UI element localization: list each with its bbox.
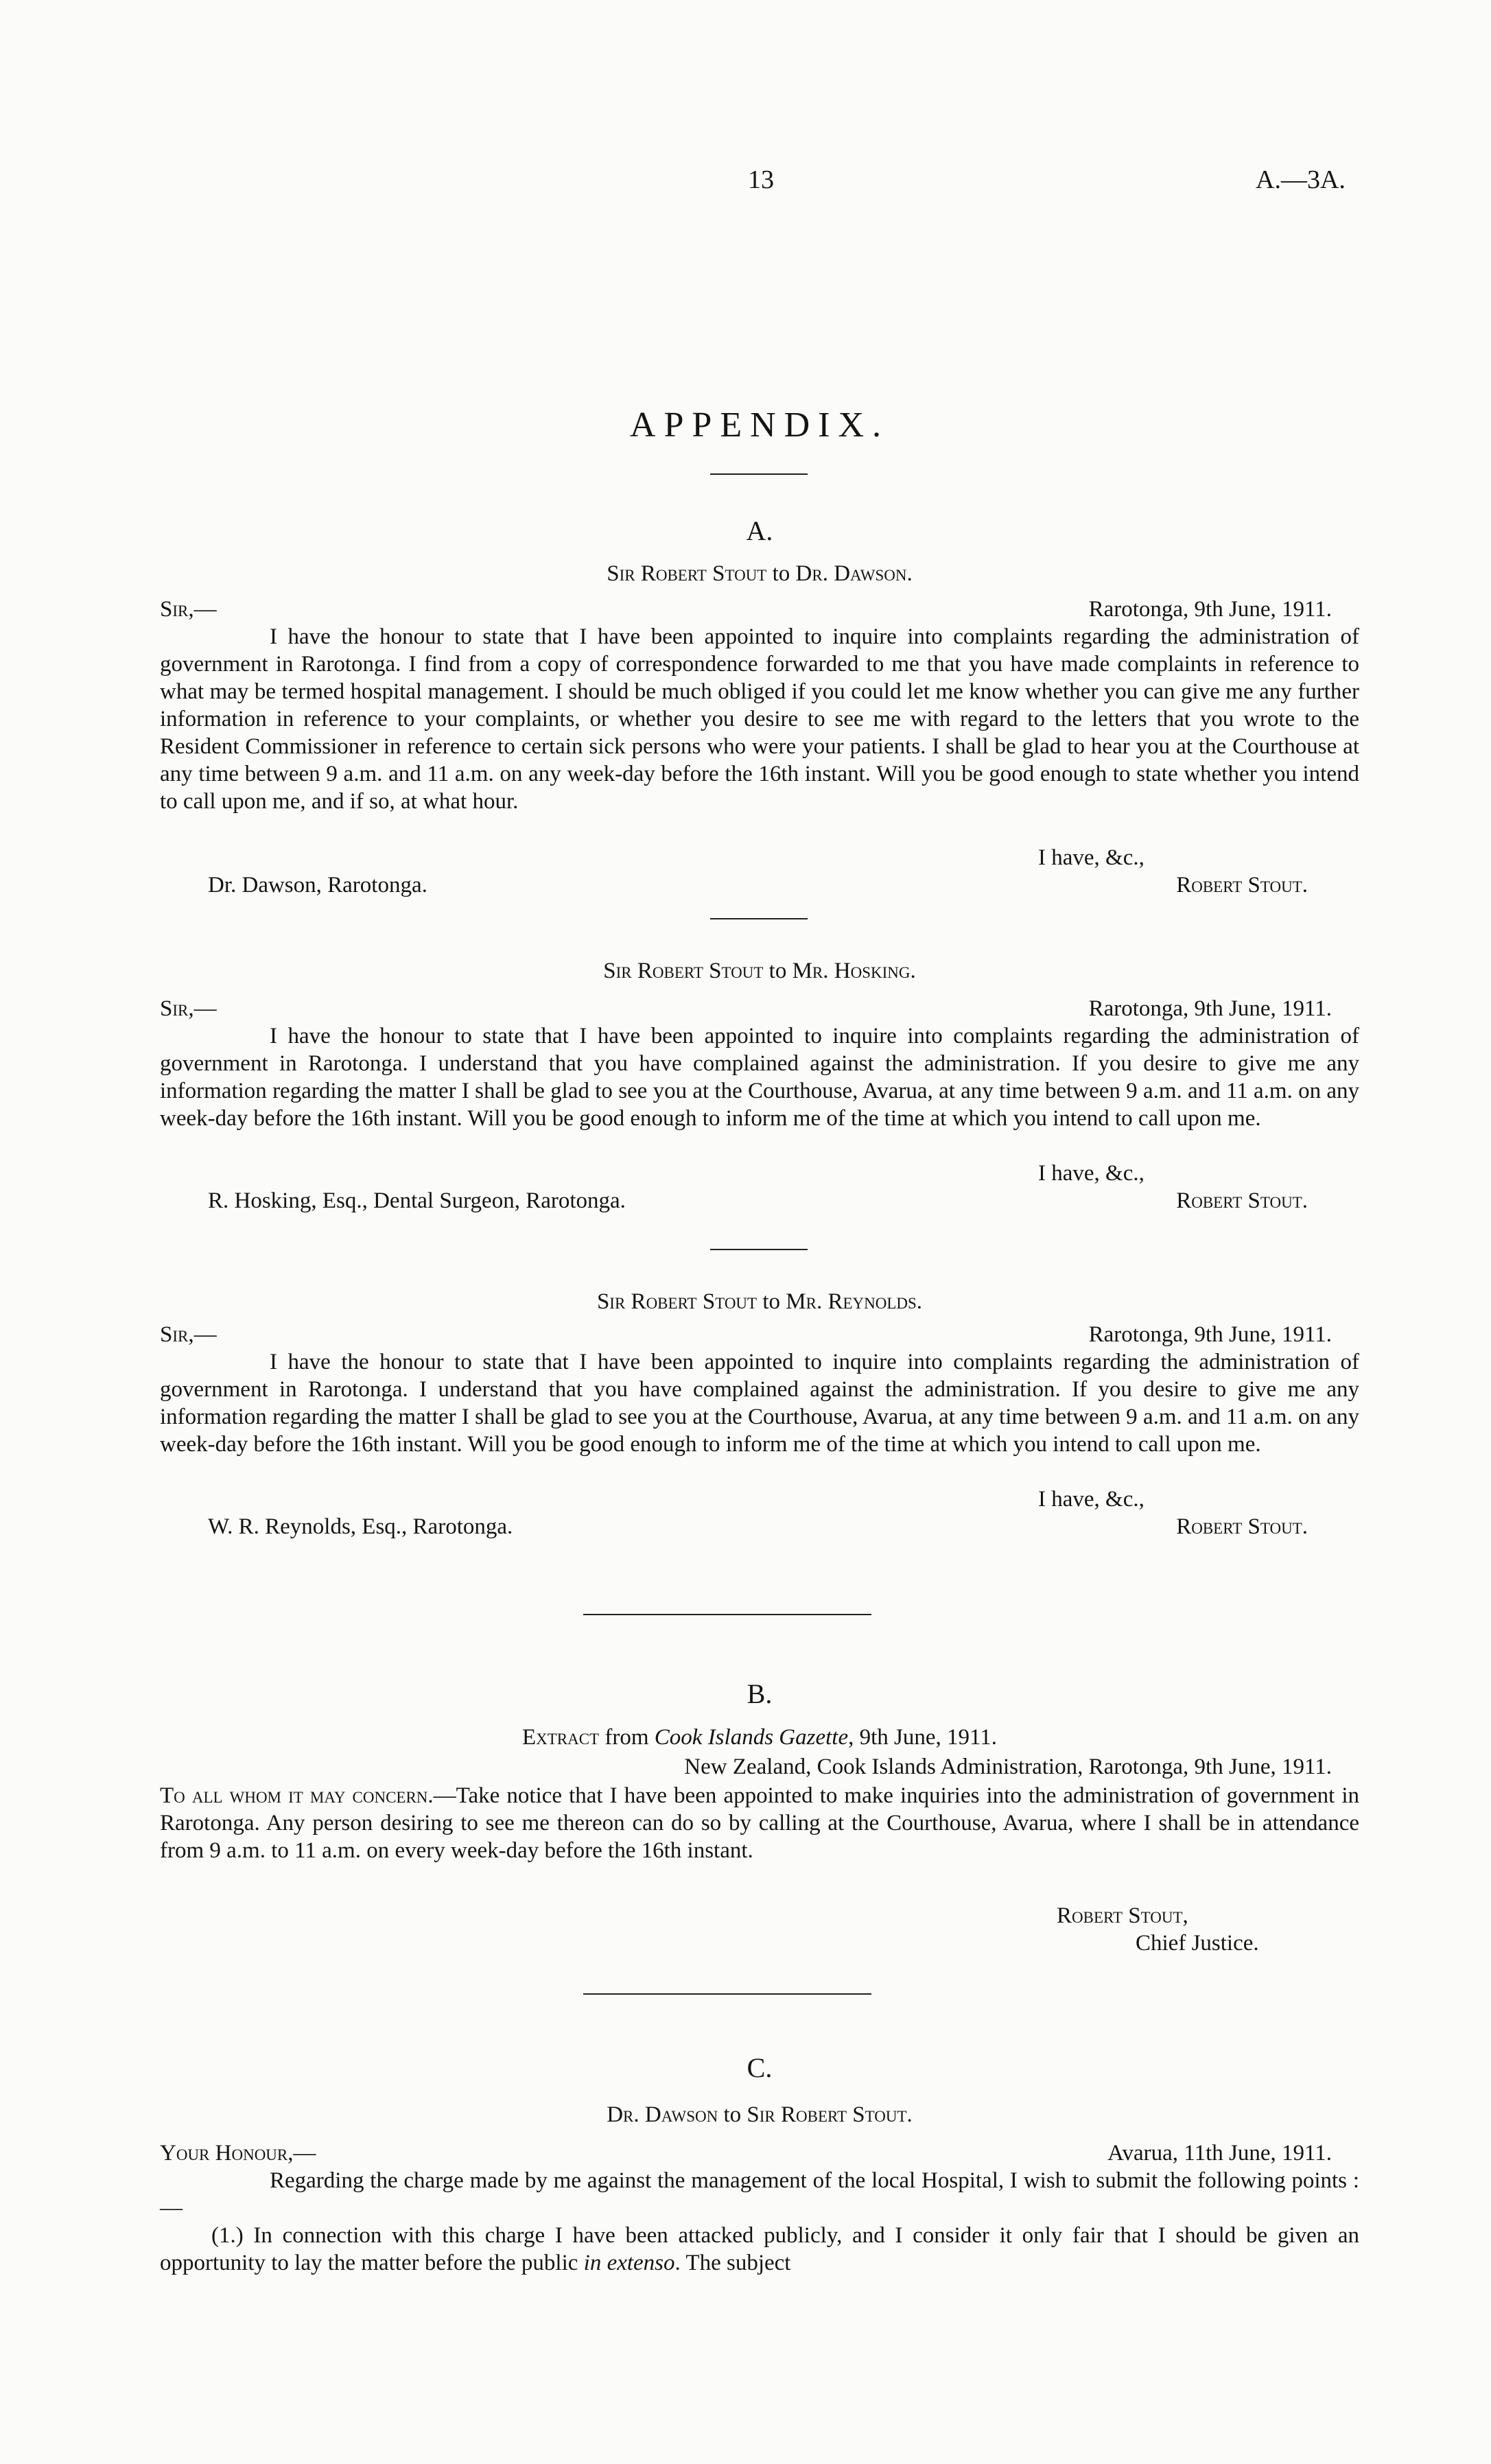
section-c-from: Dr. Dawson	[607, 2102, 718, 2127]
section-b-letter: B.	[747, 1678, 773, 1709]
letter3-to: Mr. Reynolds.	[786, 1289, 923, 1314]
letter1-addressee: Dr. Dawson, Rarotonga.	[208, 873, 427, 897]
paper-reference: A.—3A.	[1256, 165, 1346, 194]
letter1-sign-row	[160, 871, 1359, 899]
letter2-sign-row	[160, 1187, 1359, 1215]
section-c-letter: C.	[747, 2052, 773, 2083]
section-c-place-date: Avarua, 11th June, 1911.	[1107, 2141, 1332, 2166]
section-c-heading	[160, 2101, 1359, 2128]
letter2-closing: I have, &c.,	[1038, 1161, 1144, 1186]
extract-from-word: from	[604, 1725, 649, 1750]
para2-text: (1.) In connection with this charge I have been attacked publicly, and I consider it only fair that I should be given an opportunity to lay the matter before the public	[160, 2223, 1359, 2275]
letter1-signature: Robert Stout.	[1176, 873, 1308, 897]
section-b-place-date: New Zealand, Cook Islands Administration, Rarotonga, 9th June, 1911.	[684, 1755, 1332, 1779]
gazette-date: , 9th June, 1911.	[848, 1725, 998, 1750]
letter3-sign-row	[160, 1513, 1359, 1540]
letter1-to: Dr. Dawson.	[795, 561, 913, 586]
letter2-to-word: to	[768, 959, 787, 983]
page-number: 13	[748, 165, 774, 194]
letter2-salutation-row	[160, 995, 1359, 1022]
extract-word: Extract	[521, 1725, 600, 1750]
section-c-para1: Regarding the charge made by me against the management of the local Hospital, I wish to submit the following points :—	[160, 2168, 1359, 2220]
para2-end: . The subject	[674, 2251, 791, 2275]
letter2-heading	[160, 957, 1359, 985]
letter2-to: Mr. Hosking.	[792, 959, 916, 983]
letter3-body: I have the honour to state that I have been appointed to inquire into complaints regarding the administration of government in Rarotonga. I understand that you have complained against the administration. If you desire to give me any information regarding the matter I shall be glad to see you at the Courthouse, Avarua, at any time between 9 a.m. and 11 a.m. on any week-day before the 16th instant. Will you be good enough to inform me of the time at which you intend to call upon me.	[160, 1350, 1359, 1457]
section-b-heading	[160, 1724, 1359, 1751]
letter3-heading	[160, 1288, 1359, 1315]
letter1-salutation-row	[160, 596, 1359, 623]
letter1-heading	[160, 560, 1359, 587]
letter2-body: I have the honour to state that I have been appointed to inquire into complaints regarding the administration of government in Rarotonga. I understand that you have complained against the administration. If you desire to give me any information regarding the matter I shall be glad to see you at the Courthouse, Avarua, at any time between 9 a.m. and 11 a.m. on any week-day before the 16th instant. Will you be good enough to inform me of the time at which you intend to call upon me.	[160, 1024, 1359, 1131]
letter1-to-word: to	[772, 561, 790, 586]
rule-2	[710, 1249, 808, 1250]
letter1-body: I have the honour to state that I have been appointed to inquire into complaints regarding the administration of government in Rarotonga. I find from a copy of correspondence forwarded to me that you have made complaints in reference to what may be termed hospital management. I should be much obliged if you could let me know whether you can give me any further information in reference to your complaints, or whether you desire to see me with regard to the letters that you wrote to the Resident Commissioner in reference to certain sick persons who were your patients. I shall be glad to hear you at the Courthouse at any time between 9 a.m. and 11 a.m. on any week-day before the 16th instant. Will you be good enough to state whether you intend to call upon me, and if so, at what hour.	[160, 624, 1359, 814]
notice-address: To all whom it may concern.	[160, 1783, 434, 1808]
letter2-salutation: Sir,—	[160, 996, 217, 1021]
letter3-signature: Robert Stout.	[1176, 1514, 1308, 1539]
section-c-salutation: Your Honour,—	[160, 2141, 316, 2166]
section-c-salutation-row	[160, 2139, 1359, 2167]
letter3-addressee: W. R. Reynolds, Esq., Rarotonga.	[208, 1514, 513, 1539]
letter3-to-word: to	[762, 1289, 781, 1314]
section-a-letter: A.	[746, 515, 773, 546]
section-rule-1	[583, 1614, 871, 1615]
letter2-from: Sir Robert Stout	[603, 959, 764, 983]
appendix-title: APPENDIX.	[629, 406, 890, 445]
letter1-closing: I have, &c.,	[1038, 845, 1144, 870]
letter2-addressee: R. Hosking, Esq., Dental Surgeon, Rarotonga.	[208, 1188, 626, 1213]
rule-1	[710, 918, 808, 919]
letter3-from: Sir Robert Stout	[596, 1289, 758, 1314]
section-c-to: Sir Robert Stout.	[747, 2102, 913, 2127]
letter2-place-date: Rarotonga, 9th June, 1911.	[1088, 996, 1332, 1021]
notice-body: —Take notice that I have been appointed to make inquiries into the administration of government in Rarotonga. Any person desiring to see me thereon can do so by calling at the Courthouse, Avarua, where I shall be in attendance from 9 a.m. to 11 a.m. on every week-day before the 16th instant.	[160, 1783, 1359, 1863]
section-b-signature-title: Chief Justice.	[1136, 1931, 1259, 1956]
letter1-place-date: Rarotonga, 9th June, 1911.	[1088, 597, 1332, 622]
gazette-name: Cook Islands Gazette	[654, 1725, 849, 1750]
para2-italic: in extenso	[583, 2251, 675, 2275]
letter3-salutation-row	[160, 1321, 1359, 1348]
section-rule-2	[583, 1993, 871, 1995]
letter3-salutation: Sir,—	[160, 1322, 217, 1347]
section-b-signature: Robert Stout,	[1057, 1903, 1188, 1928]
letter2-signature: Robert Stout.	[1176, 1188, 1308, 1213]
letter1-from: Sir Robert Stout	[607, 561, 767, 586]
title-rule	[710, 473, 808, 475]
section-b-notice	[160, 1782, 1359, 1864]
section-c-para2	[160, 2222, 1359, 2277]
section-c-to-word: to	[723, 2102, 742, 2127]
letter1-salutation: Sir,—	[160, 597, 217, 622]
letter3-place-date: Rarotonga, 9th June, 1911.	[1088, 1322, 1332, 1347]
letter3-closing: I have, &c.,	[1038, 1487, 1144, 1512]
